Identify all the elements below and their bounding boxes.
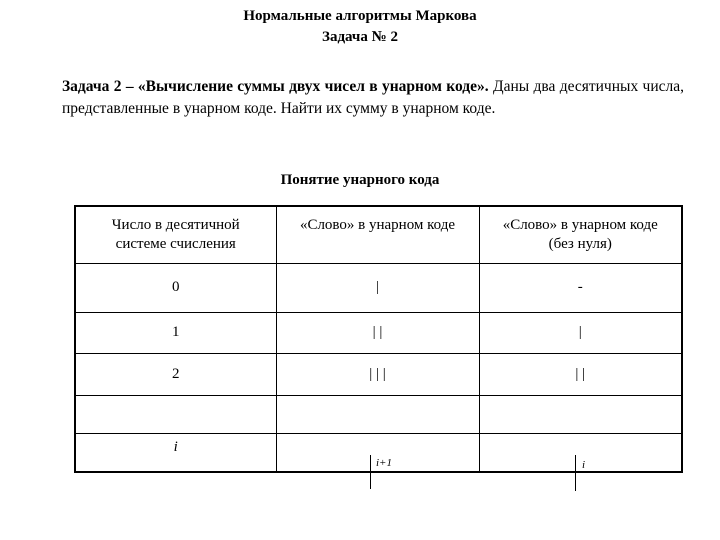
cell-unary-no-zero — [479, 395, 682, 433]
table-row — [75, 395, 682, 433]
table-title: Понятие унарного кода — [280, 172, 440, 188]
task-label: Задача 2 – «Вычисление суммы двух чисел в унарном коде». — [62, 78, 489, 95]
cell-decimal: 0 — [75, 263, 276, 312]
unary-code-table — [74, 205, 683, 473]
header-decimal: Число в десятичной системе счисления — [75, 206, 276, 263]
task-text: Даны два десятичных числа, представленные в унарном коде. Найти их сумму в унарном коде. — [62, 78, 684, 117]
document-title: Нормальные алгоритмы Маркова — [243, 8, 477, 24]
cell-decimal: 2 — [75, 353, 276, 395]
task-description — [62, 76, 684, 120]
cell-decimal — [75, 395, 276, 433]
cell-unary-no-zero: | | — [479, 353, 682, 395]
cell-unary-no-zero: - — [479, 263, 682, 312]
cell-unary-no-zero: | — [479, 312, 682, 353]
unary-subscript-i: i — [582, 459, 586, 471]
cell-decimal: 1 — [75, 312, 276, 353]
table-row — [75, 263, 682, 312]
cell-unary: | — [276, 263, 479, 312]
task-number: Задача № 2 — [322, 29, 398, 45]
cell-unary: | | | — [276, 353, 479, 395]
unary-subscript-i-plus-1: i+1 — [376, 457, 392, 469]
table-row — [75, 312, 682, 353]
header-unary-no-zero: «Слово» в унарном коде (без нуля) — [479, 206, 682, 263]
unary-bar-mark — [370, 455, 371, 489]
table-row — [75, 353, 682, 395]
unary-bar-mark — [575, 455, 576, 491]
cell-decimal: i — [75, 433, 276, 472]
cell-unary: | | — [276, 312, 479, 353]
cell-unary — [276, 395, 479, 433]
header-unary: «Слово» в унарном коде — [276, 206, 479, 263]
table-header-row — [75, 206, 682, 263]
cell-unary-no-zero — [479, 433, 682, 472]
